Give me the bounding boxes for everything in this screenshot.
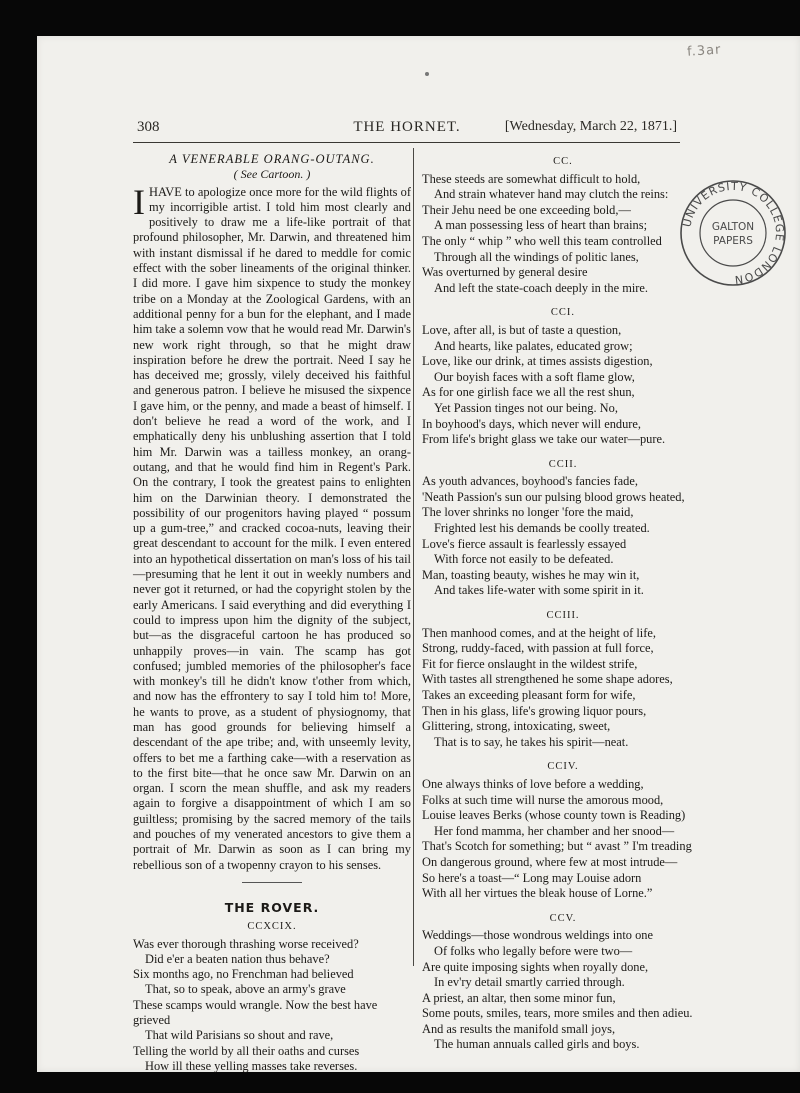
poem-line: That's Scotch for something; but “ avast ” I'm treading xyxy=(422,839,692,854)
svg-text:UNIVERSITY COLLEGE LONDON: UNIVERSITY COLLEGE LONDON xyxy=(680,179,787,287)
poem-line: Of folks who legally before were two— xyxy=(434,943,633,958)
poem-line: In boyhood's days, which never will endure, xyxy=(422,416,642,431)
poem-line: So here's a toast—“ Long may Louise adorn xyxy=(422,870,642,885)
archive-pencil-note: f.3ar xyxy=(686,42,722,60)
stanza-number: CCXCIX. xyxy=(247,921,297,933)
poem-line: In ev'ry detail smartly carried through. xyxy=(434,975,625,990)
article-title: A VENERABLE ORANG-OUTANG. xyxy=(169,152,375,166)
rover-stanzas-left xyxy=(133,919,411,1074)
poem-line: Did e'er a beaten nation thus behave? xyxy=(145,951,330,966)
stanza-number: CCV. xyxy=(549,912,577,924)
poem-line: 'Neath Passion's sun our pulsing blood grows heated, xyxy=(422,489,685,504)
poem-line: Some pouts, smiles, tears, more smiles and then adieu. xyxy=(422,1006,693,1021)
stanza-number: CCI. xyxy=(550,307,576,319)
left-column xyxy=(133,150,411,1083)
poem-line: With tastes all strengthened he some shape adores, xyxy=(422,672,673,687)
poem-stanza xyxy=(133,919,411,1074)
poem-stanza xyxy=(422,457,704,599)
poem-line: And left the state-coach deeply in the mire. xyxy=(434,280,648,295)
poem-line: Love's fierce assault is fearlessly essayed xyxy=(422,536,627,551)
rover-stanzas-right xyxy=(422,154,704,1053)
stanza-number: CCIV. xyxy=(547,761,579,773)
section-divider xyxy=(242,882,302,883)
poem-line: Glittering, strong, intoxicating, sweet, xyxy=(422,719,611,734)
poem-line: Six months ago, no Frenchman had believed xyxy=(133,967,354,982)
poem-line: Yet Passion tinges not our being. No, xyxy=(434,400,618,415)
stanza-number: CCIII. xyxy=(546,610,580,622)
poem-line: A man possessing less of heart than brains; xyxy=(434,218,648,233)
poem-line: How ill these yelling masses take reverses. xyxy=(145,1058,358,1073)
poem-line: As youth advances, boyhood's fancies fade, xyxy=(422,474,638,489)
poem-line: These scamps would wrangle. Now the best have grieved xyxy=(133,997,378,1028)
poem-stanza xyxy=(422,154,704,296)
poem-line: Then in his glass, life's growing liquor pours, xyxy=(422,703,647,718)
poem-line: Their Jehu need be one exceeding bold,— xyxy=(422,202,631,217)
poem-line: And strain whatever hand may clutch the reins: xyxy=(434,187,669,202)
header-rule xyxy=(133,142,680,143)
poem-line: These steeds are somewhat difficult to hold, xyxy=(422,171,641,186)
poem-line: From life's bright glass we take our water—pure. xyxy=(422,432,666,447)
journal-title: THE HORNET. xyxy=(353,119,461,135)
poem-line: As for one girlish face we all the rest shun, xyxy=(422,385,635,400)
svg-text:GALTON: GALTON xyxy=(711,221,755,233)
page-header xyxy=(137,119,677,141)
poem-line: Telling the world by all their oaths and curses xyxy=(133,1043,360,1058)
ink-dot xyxy=(425,72,429,76)
article-text: HAVE to apologize once more for the wild flights of my incorrigible artist. I told him most clearly and positively to draw me a life-like portrait of that profound philosopher, Mr. Darwin, and threatened him with instant dismissal if he dared to meddle for comic effect with the sober lineaments of the original thinker. I did more. I gave him sixpence to study the monkey tribe on a Monday at the Zoological Gardens, with an additional penny for a bun for the elephant, and I made him take a solemn vow that he would read Mr. Darwin's new work right through, so that he might draw inspiration before he drew the portrait. Need I say he has deceived me; grossly, vilely deceived his faithful and generous patron. I believe he misused the sixpence I gave him, or the penny, and made a beast of himself. I don't believe he read a word of the work, and I emphatically deny his unblushing assertion that I told him Mr. Darwin was a tailless monkey, an orang-outang, and that he would find him in Regent's Park. On the contrary, I took the greatest pains to enlighten him on the Darwinian theory. I demonstrated the possibility of our progenitors having played “ possum up a gum-tree,” and cracked cocoa-nuts, leaving their great descendant to account for the milk. I even entered into an hypothetical dissertation on man's loss of his tail—presuming that he lent it out in weekly numbers and never got it returned, or had the copyright stolen by the early Americans. I said everything and did everything I could to impress upon him the dignity of the subject, but—as the disgraceful cartoon he has produced so unhappily proves—in vain. The scamp has got confused; jumbled memories of the philosopher's face with monkey's till he didn't know t'other from which, and now has the effrontery to say I told him to! More, he wants to prove, as a student of physiognomy, that man has good grounds for believing himself a descendant of the ape tribe; and, with unseemly levity, offers to bet me a farthing cake—with a reservation as to the first bite—that he once saw Mr. Darwin on an organ. I scorn the mean shuffle, and ask my readers again to forgive a disappointment of which I am so guiltless; promising by the sacred memory of the tails and pouches of my venerated ancestors to give them a portrait of Mr. Darwin as soon as I can bring my rebellious son of a twopenny crayon to his senses. xyxy=(133,184,411,872)
poem-line: Her fond mamma, her chamber and her snood— xyxy=(434,823,675,838)
poem-line: Folks at such time will nurse the amorous mood, xyxy=(422,792,664,807)
poem-line: One always thinks of love before a wedding, xyxy=(422,776,644,791)
poem-line: With force not easily to be defeated. xyxy=(434,552,614,567)
poem-line: Man, toasting beauty, wishes he may win it, xyxy=(422,567,640,582)
poem-line: That, so to speak, above an army's grave xyxy=(145,982,346,997)
poem-line: Was ever thorough thrashing worse received? xyxy=(133,936,359,951)
column-divider xyxy=(413,148,414,966)
poem-line: The lover shrinks no longer 'fore the maid, xyxy=(422,505,634,520)
poem-line: Then manhood comes, and at the height of life, xyxy=(422,625,656,640)
issue-date: [Wednesday, March 22, 1871.] xyxy=(504,119,677,134)
poem-line: Our boyish faces with a soft flame glow, xyxy=(434,369,635,384)
poem-line: Love, after all, is but of taste a question, xyxy=(422,322,622,337)
poem-line: That wild Parisians so shout and rave, xyxy=(145,1028,334,1043)
svg-text:PAPERS: PAPERS xyxy=(713,235,753,247)
poem-line: The only “ whip ” who well this team controlled xyxy=(422,233,662,248)
poem-line: Strong, ruddy-faced, with passion at full force, xyxy=(422,641,654,656)
drop-cap: I xyxy=(133,181,145,222)
right-column xyxy=(422,152,704,1062)
poem-line: And hearts, like palates, educated grow; xyxy=(434,338,633,353)
poem-line: A priest, an altar, then some minor fun, xyxy=(422,990,616,1005)
poem-stanza xyxy=(422,608,704,750)
poem-line: That is to say, he takes his spirit—neat. xyxy=(434,734,629,749)
article-subtitle: ( See Cartoon. ) xyxy=(233,167,311,182)
poem-stanza xyxy=(422,305,704,447)
poem-line: Are quite imposing sights when royally done, xyxy=(422,959,649,974)
article-body xyxy=(133,181,411,873)
poem-line: Takes an exceeding pleasant form for wife, xyxy=(422,688,636,702)
poem-line: Love, like our drink, at times assists digestion, xyxy=(422,354,653,369)
poem-line: Frighted lest his demands be coolly treated. xyxy=(434,521,650,536)
poem-line: Fit for fierce onslaught in the wildest strife, xyxy=(422,656,638,671)
poem-line: Through all the windings of politic lanes, xyxy=(434,249,639,264)
poem-stanza xyxy=(422,911,704,1053)
stanza-number: CCII. xyxy=(548,458,578,470)
page-number: 308 xyxy=(137,119,160,135)
rover-title: THE ROVER. xyxy=(224,899,320,915)
poem-line: With all her virtues the bleak house of Lorne.” xyxy=(422,886,653,901)
poem-line: Louise leaves Berks (whose county town is Reading) xyxy=(422,808,686,823)
poem-line: On dangerous ground, where few at most intrude— xyxy=(422,854,678,869)
poem-stanza xyxy=(422,759,704,901)
poem-line: And as results the manifold small joys, xyxy=(422,1021,616,1036)
poem-line: Weddings—those wondrous weldings into one xyxy=(422,928,653,943)
poem-line: Was overturned by general desire xyxy=(422,265,588,280)
stanza-number: CC. xyxy=(553,156,573,167)
poem-line: And takes life-water with some spirit in it. xyxy=(434,583,644,598)
poem-line: The human annuals called girls and boys. xyxy=(434,1037,640,1052)
